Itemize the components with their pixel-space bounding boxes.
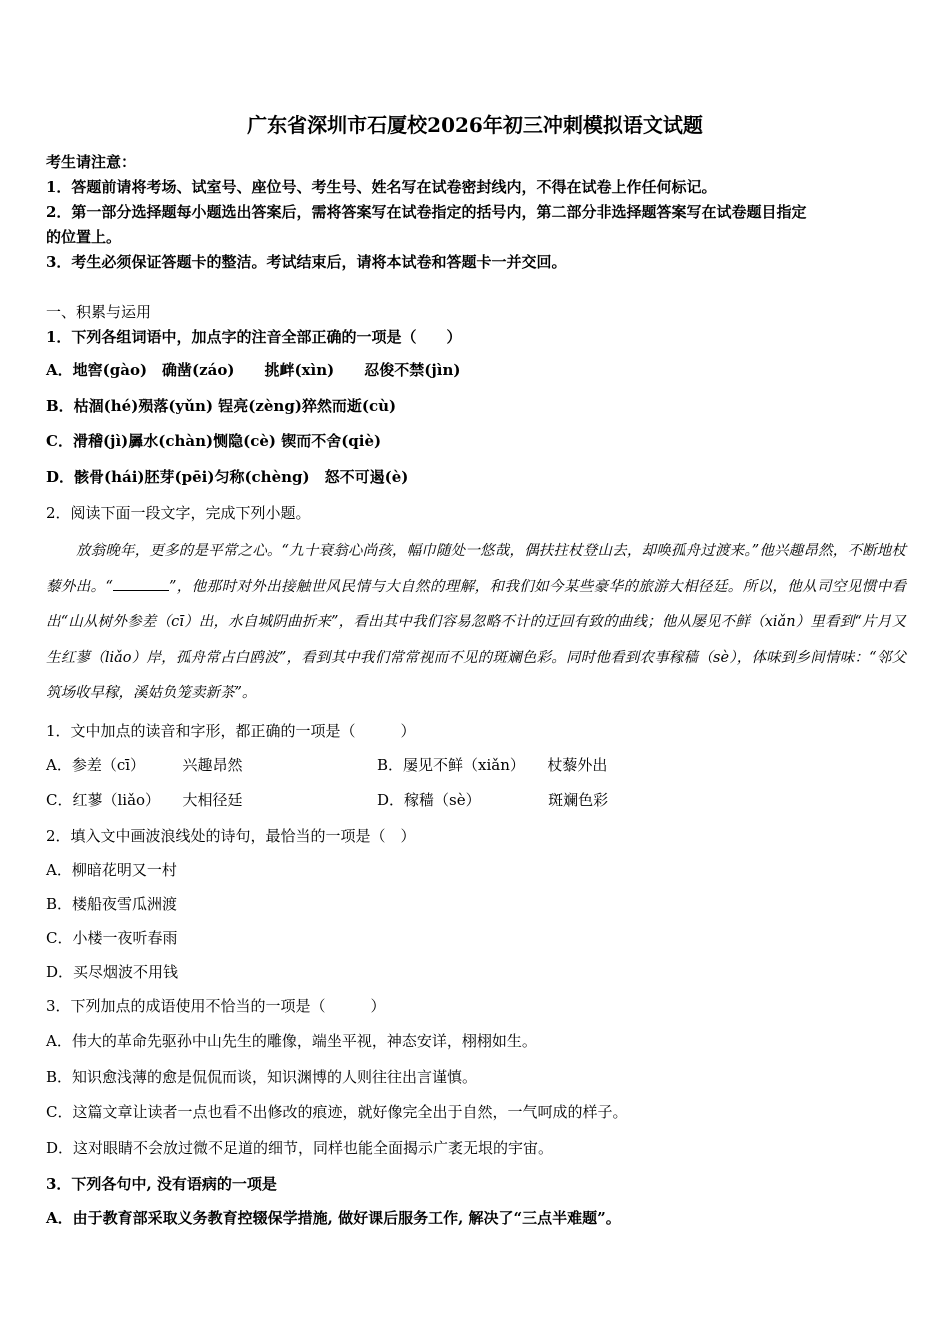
page-title: 广东省深圳市石厦校2026年初三冲刺模拟语文试题 [247, 113, 703, 137]
q2-stem: 2．阅读下面一段文字，完成下列小题。 [46, 504, 311, 522]
notice-item-3: 3．考生必须保证答题卡的整洁。考试结束后，请将本试卷和答题卡一并交回。 [46, 253, 567, 271]
q3-option-a: A．由于教育部采取义务教育控辍保学措施, 做好课后服务工作, 解决了“三点半难题”。 [46, 1209, 621, 1227]
sub1-stem: 1．文中加点的读音和字形，都正确的一项是（ ） [46, 722, 416, 740]
q3-stem: 3．下列各句中, 没有语病的一项是 [46, 1175, 277, 1193]
sub3-stem: 3．下列加点的成语使用不恰当的一项是（ ） [46, 997, 386, 1015]
q1-stem: 1．下列各组词语中，加点字的注音全部正确的一项是（ ） [46, 328, 462, 346]
sub2-option-d: D．买尽烟波不用钱 [46, 963, 179, 981]
q1-option-b: B．枯涸(hé)殒落(yǔn) 锃亮(zèng)猝然而逝(cù) [46, 397, 397, 415]
notice-item-1: 1．答题前请将考场、试室号、座位号、考生号、姓名写在试卷密封线内，不得在试卷上作任何标记。 [46, 178, 717, 196]
q1-option-c: C．滑稽(jì)羼水(chàn)恻隐(cè) 锲而不舍(qiè) [46, 432, 382, 450]
sub2-option-b: B．楼船夜雪瓜洲渡 [46, 895, 178, 913]
sub3-option-d: D．这对眼睛不会放过微不足道的细节，同样也能全面揭示广袤无垠的宇宙。 [46, 1139, 554, 1157]
notice-item-2: 2．第一部分选择题每小题选出答案后，需将答案写在试卷指定的括号内，第二部分非选择题答案写在试卷题目指定 [46, 203, 807, 221]
section-heading: 一、积累与运用 [46, 303, 152, 321]
sub3-option-c: C．这篇文章让读者一点也看不出修改的痕迹，就好像完全出于自然，一气呵成的样子。 [46, 1103, 628, 1121]
sub1-option-b: B．屡见不鲜（xiǎn） 杖藜外出 [377, 756, 608, 774]
notice-item-2-cont: 的位置上。 [46, 228, 122, 246]
sub3-option-b: B．知识愈浅薄的愈是侃侃而谈，知识渊博的人则往往出言谨慎。 [46, 1068, 478, 1086]
q1-option-d: D．骸骨(hái)胚芽(pēi)匀称(chèng) 怒不可遏(è) [46, 468, 409, 486]
sub1-option-a: A．参差（cī） 兴趣昂然 [46, 756, 243, 774]
sub3-option-a: A．伟大的革命先驱孙中山先生的雕像，端坐平视，神态安详，栩栩如生。 [46, 1032, 537, 1050]
sub1-option-d: D．稼穑（sè） 斑斓色彩 [377, 791, 609, 809]
passage-blank [113, 576, 169, 591]
reading-passage [46, 534, 906, 712]
passage-part-1: 放翁晚年，更多的是平常之心。“九十衰翁心尚孩，幅巾随处一悠哉，偶扶拄杖登山去，却唤孤舟过渡来。”他兴趣昂然，不断地杖藜外出。“ [46, 543, 906, 595]
passage-part-2: ”，他那时对外出接触世风民情与大自然的理解，和我们如今某些豪华的旅游大相径廷。所以，他从司空见惯中看出“山从树外参差（cī）出，水自城阴曲折来”，看出其中我们容易忽略不计的迂回有致的曲线；他从屡见不鲜（xiǎn）里看到“片月又生红蓼（liǎo）岸，孤舟常占白鸥波”，看到其中我们常常视而不见的斑斓色彩。同时他看到农事稼穑（sè），体味到乡间情味：“邻父筑场收早稼，溪姑负笼卖新茶”。 [46, 578, 906, 701]
sub1-option-c: C．红蓼（liǎo） 大相径廷 [46, 791, 243, 809]
q1-option-a: A．地窖(gào) 确凿(záo) 挑衅(xìn) 忍俊不禁(jìn) [46, 361, 461, 379]
sub2-option-a: A．柳暗花明又一村 [46, 861, 177, 879]
sub2-stem: 2．填入文中画波浪线处的诗句，最恰当的一项是（ ） [46, 827, 416, 845]
sub2-option-c: C．小楼一夜听春雨 [46, 929, 178, 947]
notice-heading: 考生请注意： [46, 153, 137, 171]
